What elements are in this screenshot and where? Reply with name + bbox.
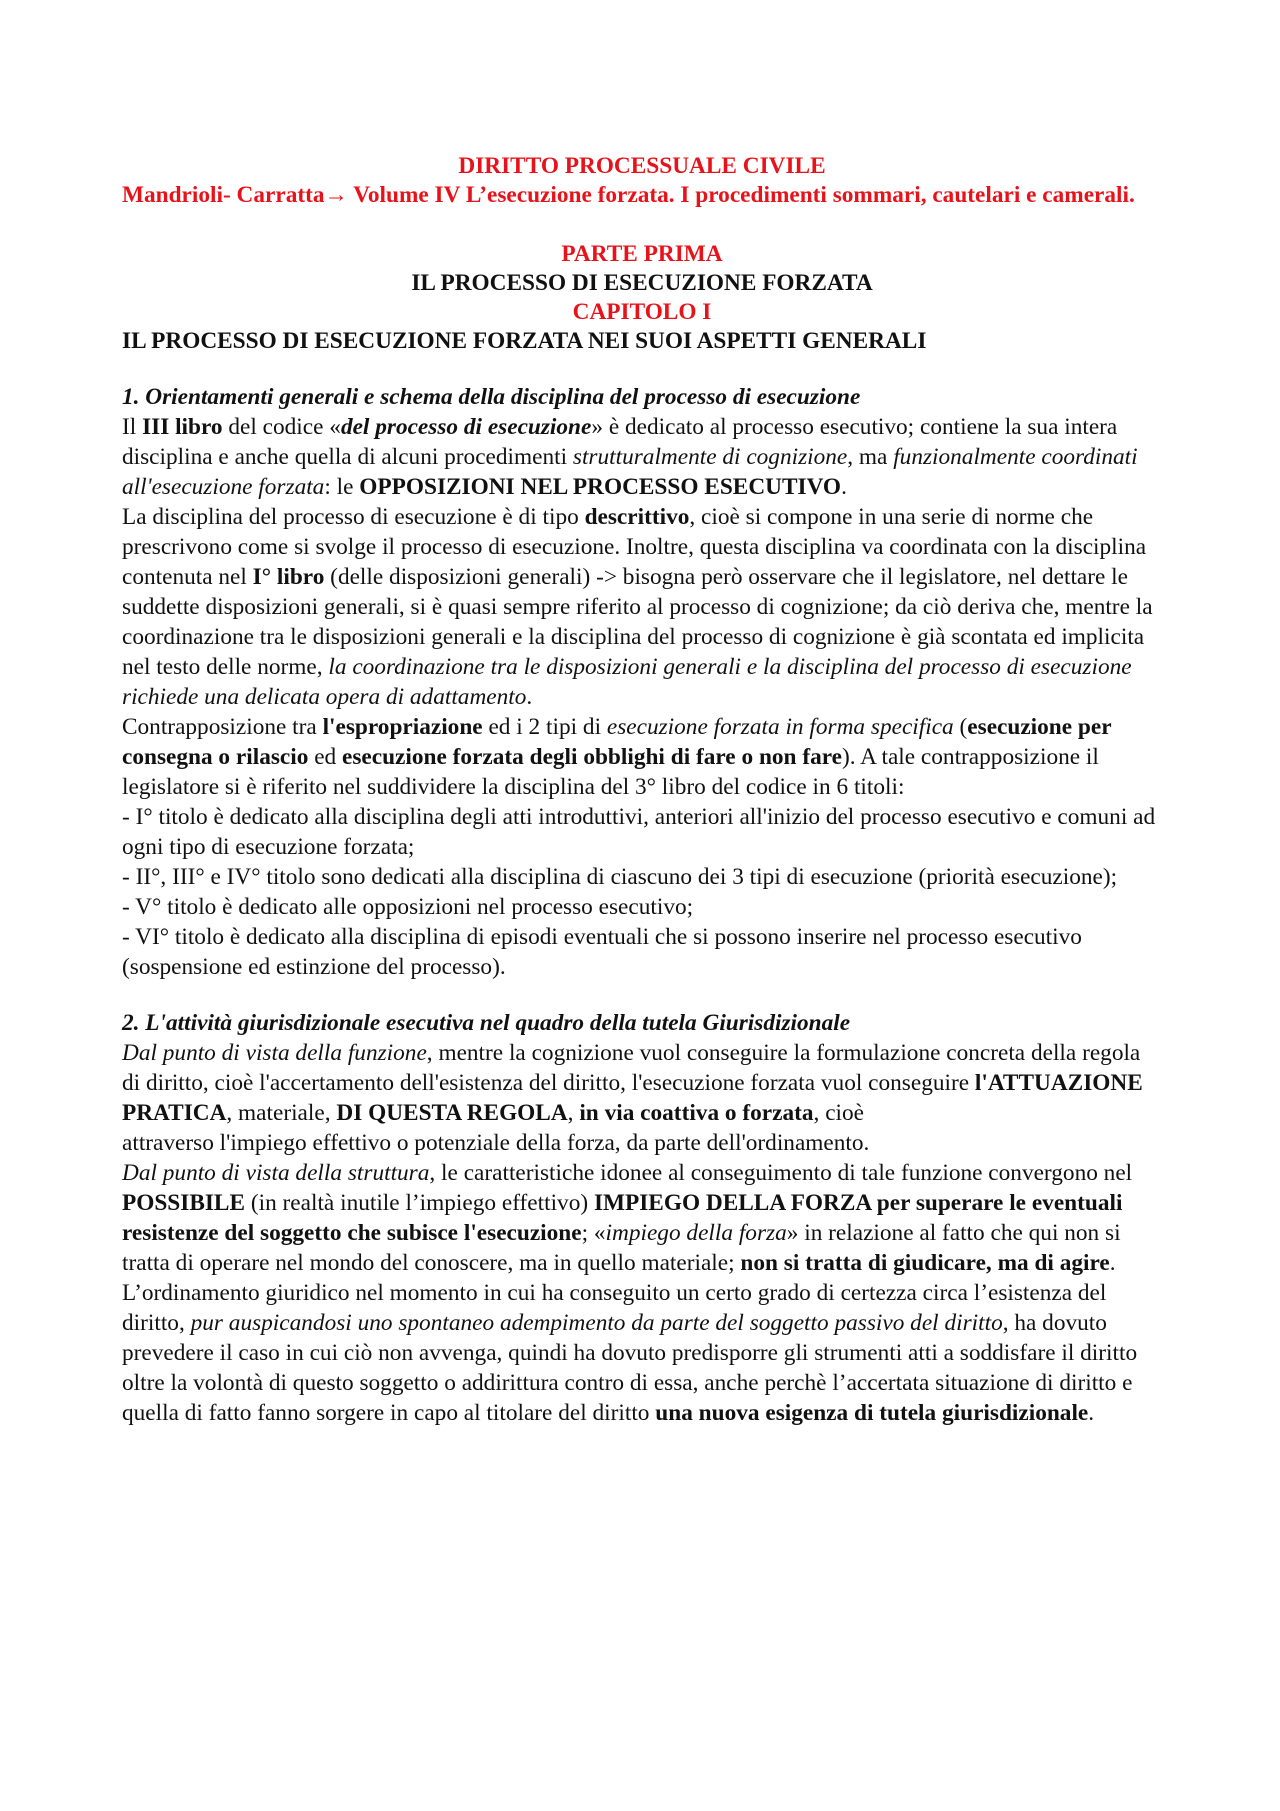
document-header [122, 152, 1162, 210]
section-2 [122, 1008, 1162, 1428]
chapter-label: CAPITOLO I [572, 299, 712, 325]
list-item: - V° titolo è dedicato alle opposizioni nel processo esecutivo; [122, 894, 694, 920]
book-authors: Mandrioli- Carratta [122, 182, 325, 208]
arrow-icon: → [324, 182, 348, 208]
book-title: Volume IV L’esecuzione forzata. I procedimenti sommari, cautelari e camerali. [347, 182, 1135, 208]
part-title: IL PROCESSO DI ESECUZIONE FORZATA [411, 270, 873, 296]
section-1-paragraph-1: Il III libro del codice «del processo di esecuzione» è dedicato al processo esecutivo; contiene la sua intera disciplina e anche quella di alcuni procedimenti strutturalmente di cognizione, ma funzionalmente coordinati all'esecuzione forzata: le OPPOSIZIONI NEL PROCESSO ESECUTIVO. [122, 414, 1138, 500]
section-1-paragraph-2: La disciplina del processo di esecuzione è di tipo descrittivo, cioè si compone in una serie di norme che prescrivono come si svolge il processo di esecuzione. Inoltre, questa disciplina va coordinata con la disciplina contenuta nel I° libro (delle disposizioni generali) -> bisogna però osservare che il legislatore, nel dettare le suddette disposizioni generali, si è quasi sempre riferito al processo di cognizione; da ciò deriva che, mentre la coordinazione tra le disposizioni generali e la disciplina del processo di cognizione è già scontata ed implicita nel testo delle norme, la coordinazione tra le disposizioni generali e la disciplina del processo di esecuzione richiede una delicata opera di adattamento. [122, 504, 1153, 710]
section-2-heading: 2. L'attività giurisdizionale esecutiva nel quadro della tutela Giurisdizionale [122, 1010, 851, 1036]
part-label: PARTE PRIMA [561, 241, 723, 267]
section-2-paragraph-2: Dal punto di vista della struttura, le caratteristiche idonee al conseguimento di tale funzione convergono nel POSSIBILE (in realtà inutile l’impiego effettivo) IMPIEGO DELLA FORZA per superare le eventuali resistenze del soggetto che subisce l'esecuzione; «impiego della forza» in relazione al fatto che qui non si tratta di operare nel mondo del conoscere, ma in quello materiale; non si tratta di giudicare, ma di agire. [122, 1160, 1133, 1276]
section-1-heading: 1. Orientamenti generali e schema della disciplina del processo di esecuzione [122, 384, 861, 410]
chapter-title: IL PROCESSO DI ESECUZIONE FORZATA NEI SUOI ASPETTI GENERALI [122, 328, 927, 354]
list-item: - II°, III° e IV° titolo sono dedicati alla disciplina di ciascuno dei 3 tipi di esecuzione (priorità esecuzione); [122, 864, 1118, 890]
section-1 [122, 382, 1162, 982]
part-header [122, 240, 1162, 356]
section-2-paragraph-1b: attraverso l'impiego effettivo o potenziale della forza, da parte dell'ordinamento. [122, 1130, 870, 1156]
list-item: - I° titolo è dedicato alla disciplina degli atti introduttivi, anteriori all'inizio del processo esecutivo e comuni ad ogni tipo di esecuzione forzata; [122, 804, 1156, 860]
section-2-paragraph-3: L’ordinamento giuridico nel momento in cui ha conseguito un certo grado di certezza circa l’esistenza del diritto, pur auspicandosi uno spontaneo adempimento da parte del soggetto passivo del diritto, ha dovuto prevedere il caso in cui ciò non avvenga, quindi ha dovuto predisporre gli strumenti atti a soddisfare il diritto oltre la volontà di questo soggetto o addirittura contro di essa, anche perchè l’accertata situazione di diritto e quella di fatto fanno sorgere in capo al titolare del diritto una nuova esigenza di tutela giurisdizionale. [122, 1280, 1138, 1426]
section-2-paragraph-1: Dal punto di vista della funzione, mentre la cognizione vuol conseguire la formulazione concreta della regola di diritto, cioè l'accertamento dell'esistenza del diritto, l'esecuzione forzata vuol conseguire l'ATTUAZIONE PRATICA, materiale, DI QUESTA REGOLA, in via coattiva o forzata, cioè [122, 1040, 1143, 1126]
book-reference [122, 181, 1162, 210]
course-title: DIRITTO PROCESSUALE CIVILE [458, 153, 826, 179]
list-item: - VI° titolo è dedicato alla disciplina di episodi eventuali che si possono inserire nel processo esecutivo (sospensione ed estinzione del processo). [122, 924, 1082, 980]
section-1-paragraph-3: Contrapposizione tra l'espropriazione ed i 2 tipi di esecuzione forzata in forma specifica (esecuzione per consegna o rilascio ed esecuzione forzata degli obblighi di fare o non fare). A tale contrapposizione il legislatore si è riferito nel suddividere la disciplina del 3° libro del codice in 6 titoli: [122, 714, 1112, 800]
